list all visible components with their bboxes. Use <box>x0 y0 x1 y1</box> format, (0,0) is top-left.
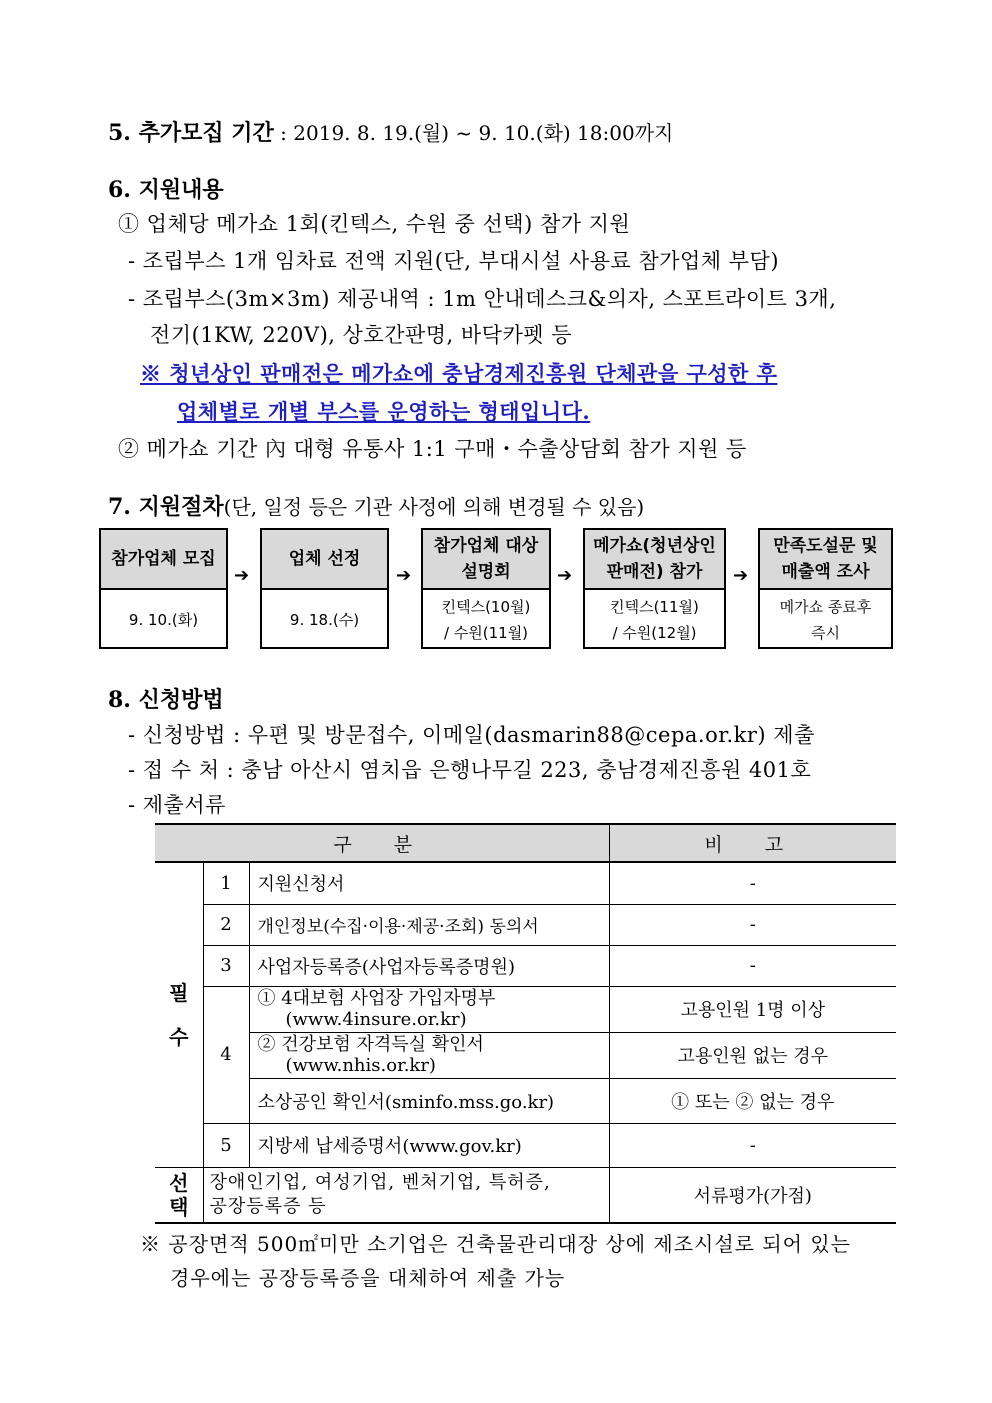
required-label-1: 필 <box>169 980 189 1005</box>
step-4-body-line1: 킨텍스(11월) <box>610 597 699 616</box>
step-4-head-line1: 메가쇼(청년상인 <box>593 536 716 556</box>
step-3-box <box>421 528 551 649</box>
step-4-box <box>583 528 726 649</box>
optional-docs-line1: 장애인기업, 여성기업, 벤처기업, 특허증, <box>209 1171 551 1193</box>
section-7-note: (단, 일정 등은 기관 사정에 의해 변경될 수 있음) <box>223 495 645 519</box>
step-arrow-icon: ➔ <box>557 565 573 586</box>
optional-label-1: 선 <box>169 1170 189 1195</box>
step-5-body <box>760 590 891 649</box>
step-3-body-line1: 킨텍스(10월) <box>441 597 531 616</box>
support-sub-2b: 전기(1KW, 220V), 상호간판명, 바닥카펫 등 <box>150 323 573 347</box>
support-item-2: ② 메가쇼 기간 內 대형 유통사 1:1 구매・수출상담회 참가 지원 등 <box>118 437 747 461</box>
optional-label-2: 택 <box>169 1194 189 1219</box>
table-header-note: 비 고 <box>609 824 896 862</box>
step-4-body <box>585 590 724 649</box>
support-sub-2a: - 조립부스(3m×3m) 제공내역 : 1m 안내데스크&의자, 스포트라이트 3개, <box>128 287 837 311</box>
step-arrow-icon: ➔ <box>396 565 412 586</box>
row-number: 4 <box>203 986 249 1123</box>
doc-name: 지원신청서 <box>249 862 609 904</box>
table-row <box>155 862 896 904</box>
doc-note: - <box>609 904 896 945</box>
section-8-title <box>108 683 224 714</box>
section-7-title: 7. 지원절차 <box>108 494 224 520</box>
row-number: 3 <box>203 945 249 986</box>
step-5-body-line2: 즉시 <box>811 623 840 642</box>
step-2-box <box>260 528 389 649</box>
step-5-head <box>760 530 891 590</box>
section-6-title-text: 6. 지원내용 <box>108 177 224 203</box>
step-2-body: 9. 18.(수) <box>289 610 360 629</box>
doc-name-4a-line2: (www.4insure.or.kr) <box>285 1009 467 1030</box>
doc-name <box>249 986 609 1032</box>
table-row <box>155 945 896 986</box>
step-arrow-icon: ➔ <box>733 565 749 586</box>
section-5-title: 5. 추가모집 기간 <box>108 120 274 146</box>
row-number: 2 <box>203 904 249 945</box>
apply-method: - 신청방법 : 우편 및 방문접수, 이메일(dasmarin88@cepa.or.kr) 제출 <box>128 723 815 747</box>
doc-name: 소상공인 확인서(sminfo.mss.go.kr) <box>249 1078 609 1123</box>
table-header-category: 구 분 <box>155 824 609 862</box>
doc-name: 사업자등록증(사업자등록증명원) <box>249 945 609 986</box>
required-label-2: 수 <box>169 1024 189 1049</box>
step-3-body <box>423 590 549 649</box>
doc-note: - <box>609 1123 896 1167</box>
support-item-1: ① 업체당 메가쇼 1회(킨텍스, 수원 중 선택) 참가 지원 <box>118 212 631 236</box>
step-5-box <box>758 528 893 649</box>
step-3-head-line1: 참가업체 대상 <box>433 536 539 556</box>
step-1-box <box>99 528 228 649</box>
highlight-note-b: 업체별로 개별 부스를 운영하는 형태입니다. <box>177 399 591 424</box>
step-4-head <box>585 530 724 590</box>
apply-docs: - 제출서류 <box>128 793 226 817</box>
table-header-row <box>155 824 896 862</box>
section-7 <box>108 490 644 521</box>
table-row <box>155 1078 896 1123</box>
step-4-body-line2: / 수원(12월) <box>612 623 697 642</box>
doc-note: - <box>609 945 896 986</box>
section-6-title <box>108 173 224 204</box>
table-row <box>155 1167 896 1223</box>
doc-name <box>249 1032 609 1078</box>
doc-note: 고용인원 없는 경우 <box>609 1032 896 1078</box>
row-number: 5 <box>203 1123 249 1167</box>
section-8-title-text: 8. 신청방법 <box>108 687 224 713</box>
doc-name-4a-line1: ① 4대보험 사업장 가입자명부 <box>257 988 496 1009</box>
footer-note-2: 경우에는 공장등록증을 대체하여 제출 가능 <box>170 1266 566 1290</box>
doc-name-4b-line2: (www.nhis.or.kr) <box>285 1055 436 1076</box>
table-row <box>155 1123 896 1167</box>
step-5-body-line1: 메가쇼 종료후 <box>779 597 872 616</box>
step-arrow-icon: ➔ <box>234 565 250 586</box>
step-3-head <box>423 530 549 590</box>
support-sub-1: - 조립부스 1개 임차료 전액 지원(단, 부대시설 사용료 참가업체 부담) <box>128 249 780 273</box>
documents-table <box>155 823 896 1224</box>
step-3-body-line2: / 수원(11월) <box>443 623 529 642</box>
step-1-head: 참가업체 모집 <box>101 530 226 590</box>
doc-name: 지방세 납세증명서(www.gov.kr) <box>249 1123 609 1167</box>
required-label <box>155 862 203 1167</box>
step-3-head-line2: 설명회 <box>461 562 511 582</box>
apply-place: - 접 수 처 : 충남 아산시 염치읍 은행나무길 223, 충남경제진흥원 401호 <box>128 758 812 782</box>
table-row <box>155 1032 896 1078</box>
step-1-body: 9. 10.(화) <box>128 610 199 629</box>
step-5-head-line1: 만족도설문 및 <box>773 536 878 556</box>
table-row <box>155 986 896 1032</box>
doc-note: - <box>609 862 896 904</box>
doc-note: ① 또는 ② 없는 경우 <box>609 1078 896 1123</box>
section-5 <box>108 116 673 147</box>
step-4-head-line2: 판매전) 참가 <box>606 562 703 582</box>
step-2-head: 업체 선정 <box>262 530 387 590</box>
optional-docs-line2: 공장등록증 등 <box>209 1195 327 1217</box>
footer-note-1: ※ 공장면적 500㎡미만 소기업은 건축물관리대장 상에 제조시설로 되어 있는 <box>140 1232 851 1256</box>
step-5-head-line2: 매출액 조사 <box>781 562 870 582</box>
doc-note: 고용인원 1명 이상 <box>609 986 896 1032</box>
row-number: 1 <box>203 862 249 904</box>
doc-note: 서류평가(가점) <box>609 1167 896 1223</box>
section-5-text: : 2019. 8. 19.(월) ~ 9. 10.(화) 18:00까지 <box>273 121 674 145</box>
doc-name: 개인정보(수집·이용·제공·조회) 동의서 <box>249 904 609 945</box>
doc-name-4b-line1: ② 건강보험 자격득실 확인서 <box>257 1034 484 1055</box>
optional-label <box>155 1167 203 1223</box>
highlight-note-a: ※ 청년상인 판매전은 메가쇼에 충남경제진흥원 단체관을 구성한 후 <box>140 361 778 386</box>
table-row <box>155 904 896 945</box>
optional-docs <box>203 1167 609 1223</box>
